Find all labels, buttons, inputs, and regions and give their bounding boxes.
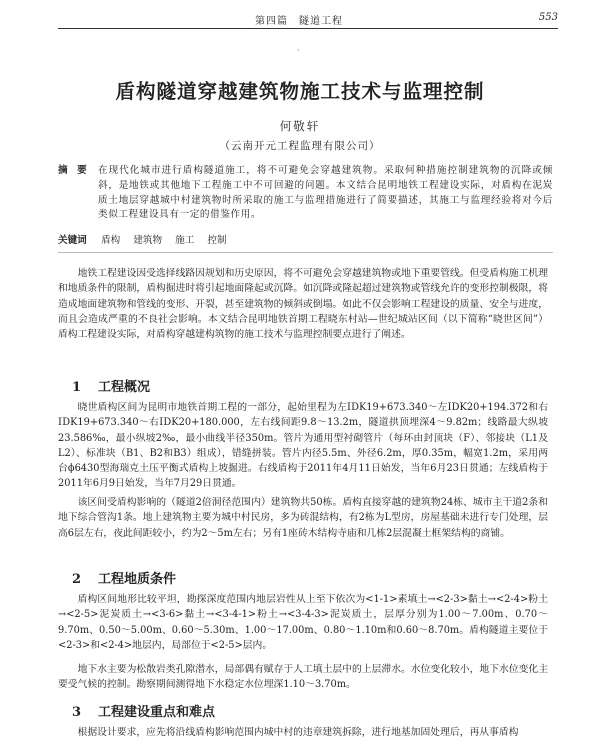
author-name: 何敬轩: [279, 119, 321, 133]
paper-title: 盾构隧道穿越建筑物施工技术与监理控制: [115, 80, 485, 103]
abstract-block: [58, 164, 553, 223]
section-title: 工程建设重点和难点: [98, 705, 216, 720]
section-number: 1: [72, 380, 82, 395]
abstract-label: 摘 要: [58, 165, 87, 176]
keyword: 盾构: [101, 235, 121, 246]
section-title: 工程概况: [98, 380, 151, 395]
section-1-paragraph-1: 晓世盾构区间为昆明市地铁首期工程的一部分，起始里程为左ⅠDK19+673.340～左ⅠDK20+194.372和右ⅠDK19+673.340～右ⅠDK20+180.000，左右线间距9.8～13.2m，隧道拱顶埋深4～9.82m；线路最大纵坡23.586‰，最小纵坡2‰，最小曲线半径350m。管片为通用型衬砌管片（每环由封顶块（F）、邻接块（L1及L2）、标准块（B1、B2和B3）组成），错缝拼装。管片内径5.5m、外径6.2m，厚0.35m，幅宽1.2m，采用两台ϕ6430型海瑞克土压平衡式盾构上坡掘进。右线盾构于2011年4月11日始发，当年6月23日贯通；左线盾构于2011年6月9日始发，当年7月29日贯通。: [58, 402, 548, 490]
keyword: 施工: [175, 235, 195, 246]
abstract-text: 在现代化城市进行盾构隧道施工，将不可避免会穿越建筑物。采取何种措施控制建筑物的沉降或倾斜，是地铁或其他地下工程施工中不可回避的问题。本文结合昆明地铁工程建设实际，对盾构在泥炭质土地层穿越城中村建筑物时所采取的施工与监理措施进行了简要描述，其施工与监理经验将对今后类似工程建设具有一定的借鉴作用。: [98, 165, 553, 221]
keywords-block: [58, 232, 553, 246]
section-heading-3: [58, 701, 215, 720]
section-title: 工程地质条件: [98, 572, 177, 587]
abstract-divider: [58, 252, 553, 253]
keyword: 建筑物: [133, 235, 163, 246]
section-heading-1: [58, 376, 150, 395]
section-number: 2: [72, 572, 82, 587]
section-1-paragraph-2: 该区间受盾构影响的（隧道2倍洞径范围内）建筑物共50栋。盾构直接穿越的建筑物24栋、城市主干道2条和地下综合管沟1条。地上建筑物主要为城中村民房，多为砖混结构，有2栋为L型房，房屋基础未进行专门处理，层高6层左右，夜此间距较小，约为2～5m左右；另有1座砖木结构寺庙和几栋2层混凝土框架结构的商铺。: [58, 497, 548, 539]
section-3-paragraph-1: 根据设计要求，应先将沿线盾构影响范围内城中村的违章建筑拆除，进行地基加固处理后，再从事盾构: [77, 727, 519, 738]
decorative-dot: ·: [297, 46, 300, 55]
section-heading-2: [58, 568, 176, 587]
keyword: 控制: [207, 235, 227, 246]
page-number: 553: [538, 12, 558, 23]
header-section: 第四篇 隧道工程: [255, 16, 343, 27]
intro-paragraph: 地铁工程建设因受选择线路因规划和历史原因，将不可避免会穿越建筑物或地下重要管线。但受盾构施工机理和地质条件的限制，盾构掘进时将引起地面隆起或沉降。如沉降或隆起超过建筑物或管线允许的变形控制极限，将造成地面建筑物和管线的变形、开裂，甚至建筑物的倾斜或倒塌。如此不仅会影响工程建设的质量、安全与进度，而且会造成严重的不良社会影响。本文结合昆明地铁首期工程晓东村站—世纪城站区间（以下简称“晓世区间”）盾构工程建设实际，对盾构穿越建构筑物的施工技术与监理控制要点进行了阐述。: [58, 268, 548, 341]
keywords-label: 关键词: [58, 235, 87, 246]
author-affiliation: （云南开元工程监理有限公司）: [219, 140, 381, 152]
section-2-paragraph-2: 地下水主要为松散岩类孔隙潜水，局部偶有赋存于人工填土层中的上层滞水。水位变化较小，地下水位变化主要受气候的控制。勘察期间测得地下水稳定水位埋深1.10～3.70m。: [58, 664, 548, 691]
running-header: [58, 10, 558, 29]
section-2-paragraph-1: 盾构区间地形比较平坦，勘探深度范围内地层岩性从上至下依次为<1-1>素填土→<2-3>黏土→<2-4>粉土→<2-5>泥炭质土→<3-6>黏土→<3-4-1>粉土→<3-4-3>泥炭质土，层厚分别为1.00～7.00m、0.70～9.70m、0.50～5.00m、0.60～5.30m、1.00～17.00m、0.80～1.10m和0.60～8.70m。盾构隧道主要位于<2-3>和<2-4>地层内，局部位于<2-5>层内。: [58, 594, 548, 651]
section-number: 3: [72, 705, 82, 720]
